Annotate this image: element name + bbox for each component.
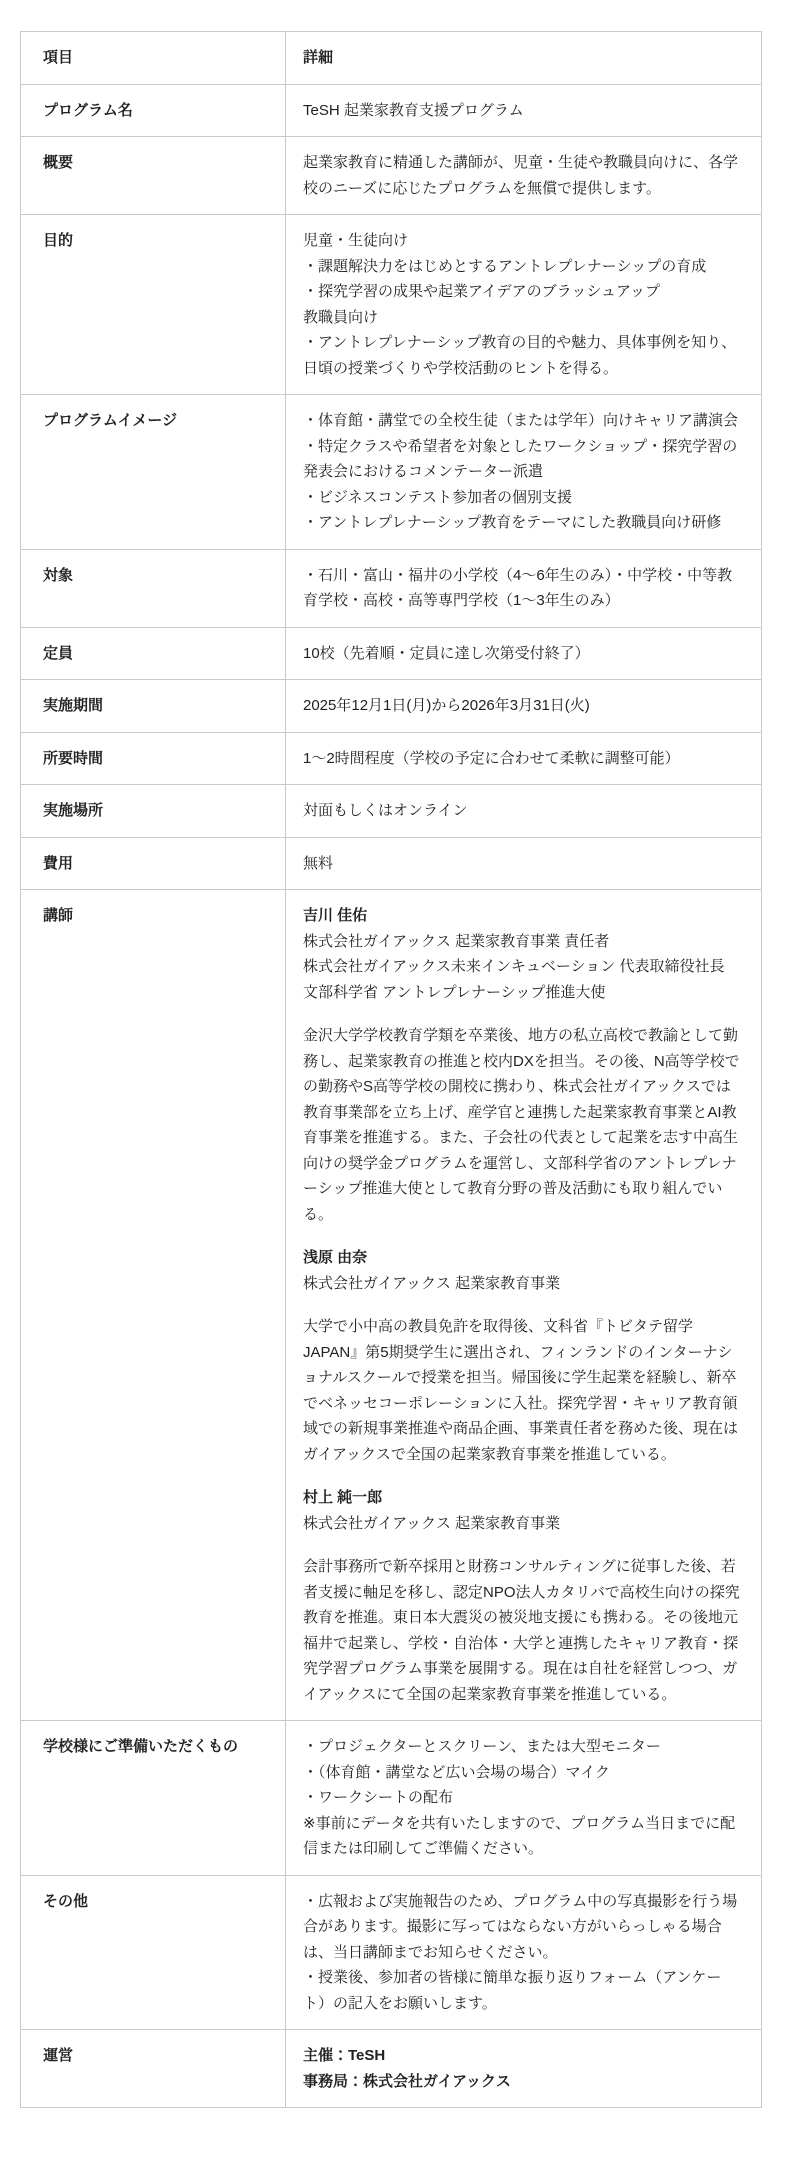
detail-line: ・体育館・講堂での全校生徒（または学年）向けキャリア講演会 — [303, 412, 739, 429]
row-label: 運営 — [21, 2030, 286, 2108]
row-detail — [286, 137, 762, 215]
lecturer-profile — [303, 1245, 742, 1467]
row-label: 実施場所 — [21, 785, 286, 838]
lecturer-profile — [303, 1485, 742, 1707]
detail-line: ・ビジネスコンテスト参加者の個別支援 — [303, 488, 572, 506]
row-label: 対象 — [21, 549, 286, 627]
row-detail — [286, 680, 762, 733]
row-others — [21, 1875, 762, 2030]
lecturer-bio: 大学で小中高の教員免許を取得後、文科省『トビタテ留学JAPAN』第5期奨学生に選出され、フィンランドのインターナショナルスクールで授業を担当。帰国後に学生起業を経験し、新卒でベネッセコーポレーションに入社。探究学習・キャリア教育領域での新規事業推進や商品企画、事業責任者を務めた後、現在はガイアックスで全国の起業家教育事業を推進している。 — [303, 1318, 739, 1463]
row-program-name — [21, 84, 762, 137]
detail-line: 2025年12月1日(月)から2026年3月31日(火) — [303, 697, 590, 714]
detail-line: 無料 — [303, 854, 334, 872]
row-detail — [286, 890, 762, 1721]
detail-line: 対面もしくはオンライン — [303, 802, 468, 819]
row-label: 実施期間 — [21, 680, 286, 733]
detail-line: 1〜2時間程度（学校の予定に合わせて柔軟に調整可能） — [303, 749, 680, 767]
detail-line: ・アントレプレナーシップ教育をテーマにした教職員向け研修 — [303, 514, 722, 531]
detail-line: ・（体育館・講堂など広い会場の場合）マイク — [303, 1763, 610, 1781]
row-overview — [21, 137, 762, 215]
row-detail — [286, 84, 762, 137]
lecturer-name: 村上 純一郎 — [303, 1489, 383, 1506]
row-detail — [286, 627, 762, 680]
details-column-header: 詳細 — [286, 32, 762, 85]
detail-line: 主催：TeSH — [303, 2047, 386, 2064]
lecturer-title: 株式会社ガイアックス 起業家教育事業 責任者 — [303, 932, 610, 950]
items-column-header: 項目 — [21, 32, 286, 85]
lecturer-title: 株式会社ガイアックス 起業家教育事業 — [303, 1274, 561, 1292]
row-detail — [286, 395, 762, 550]
row-fee — [21, 837, 762, 890]
row-location — [21, 785, 762, 838]
row-school-preparation — [21, 1721, 762, 1876]
row-lecturers — [21, 890, 762, 1721]
lecturer-profile — [303, 903, 742, 1227]
row-capacity — [21, 627, 762, 680]
row-detail — [286, 549, 762, 627]
row-label: プログラム名 — [21, 84, 286, 137]
detail-line: 起業家教育に精通した講師が、児童・生徒や教職員向けに、各学校のニーズに応じたプログラムを無償で提供します。 — [303, 154, 739, 197]
row-label: プログラムイメージ — [21, 395, 286, 550]
lecturer-title: 株式会社ガイアックス未来インキュベーション 代表取締役社長 — [303, 958, 725, 975]
row-label: 概要 — [21, 137, 286, 215]
row-detail — [286, 2030, 762, 2108]
lecturer-title: 文部科学省 アントレプレナーシップ推進大使 — [303, 983, 606, 1001]
row-detail — [286, 1721, 762, 1876]
lecturer-name: 浅原 由奈 — [303, 1249, 368, 1266]
lecturer-title: 株式会社ガイアックス 起業家教育事業 — [303, 1514, 561, 1532]
row-purpose — [21, 215, 762, 395]
detail-line: TeSH 起業家教育支援プログラム — [303, 101, 524, 119]
detail-line: 事務局：株式会社ガイアックス — [303, 2072, 511, 2090]
row-label: 定員 — [21, 627, 286, 680]
row-detail — [286, 215, 762, 395]
detail-line: ・アントレプレナーシップ教育の目的や魅力、具体事例を知り、日頃の授業づくりや学校活動のヒントを得る。 — [303, 334, 737, 377]
lecturer-name: 吉川 佳佑 — [303, 907, 368, 924]
row-detail — [286, 732, 762, 785]
row-label: 費用 — [21, 837, 286, 890]
program-spec-table — [20, 31, 762, 2108]
detail-line: ・探究学習の成果や起業アイデアのブラッシュアップ — [303, 283, 661, 300]
row-management — [21, 2030, 762, 2108]
table-header-row — [21, 32, 762, 85]
row-label: その他 — [21, 1875, 286, 2030]
row-label: 講師 — [21, 890, 286, 1721]
row-duration — [21, 732, 762, 785]
row-period — [21, 680, 762, 733]
row-target — [21, 549, 762, 627]
detail-line: 10校（先着順・定員に達し次第受付終了） — [303, 644, 590, 662]
row-label: 所要時間 — [21, 732, 286, 785]
detail-line: ・特定クラスや希望者を対象としたワークショップ・探究学習の発表会におけるコメンテーター派遣 — [303, 437, 738, 480]
detail-line: ※事前にデータを共有いたしますので、プログラム当日までに配信または印刷してご準備ください。 — [303, 1814, 736, 1857]
lecturer-bio: 金沢大学学校教育学類を卒業後、地方の私立高校で教諭として勤務し、起業家教育の推進と校内DXを担当。その後、N高等学校での勤務やS高等学校の開校に携わり、株式会社ガイアックスでは教育事業部を立ち上げ、産学官と連携した起業家教育事業とAI教育事業を推進する。また、子会社の代表として起業を志す中高生向けの奨学金プログラムを運営し、文部科学省のアントレプレナーシップ推進大使として教育分野の普及活動にも取り組んでいる。 — [303, 1027, 740, 1223]
row-detail — [286, 1875, 762, 2030]
detail-line: ・課題解決力をはじめとするアントレプレナーシップの育成 — [303, 257, 707, 275]
detail-line: ・広報および実施報告のため、プログラム中の写真撮影を行う場合があります。撮影に写ってはならない方がいらっしゃる場合は、当日講師までお知らせください。 — [303, 1892, 738, 1961]
detail-line: ・ワークシートの配布 — [303, 1789, 454, 1806]
detail-line: ・プロジェクターとスクリーン、または大型モニター — [303, 1738, 661, 1755]
detail-line: 教職員向け — [303, 308, 379, 326]
row-program-image — [21, 395, 762, 550]
row-label: 目的 — [21, 215, 286, 395]
row-detail — [286, 785, 762, 838]
detail-line: ・授業後、参加者の皆様に簡単な振り返りフォーム（アンケート）の記入をお願いします。 — [303, 1969, 722, 2012]
lecturer-bio: 会計事務所で新卒採用と財務コンサルティングに従事した後、若者支援に軸足を移し、認定NPO法人カタリバで高校生向けの探究教育を推進。東日本大震災の被災地支援にも携わる。その後地元福井で起業し、学校・自治体・大学と連携したキャリア教育・探究学習プログラム事業を展開する。現在は自社を経営しつつ、ガイアックスにて全国の起業家教育事業を推進している。 — [303, 1558, 740, 1703]
row-label: 学校様にご準備いただくもの — [21, 1721, 286, 1876]
detail-line: 児童・生徒向け — [303, 232, 409, 249]
row-detail — [286, 837, 762, 890]
detail-line: ・石川・富山・福井の小学校（4〜6年生のみ）・中学校・中等教育学校・高校・高等専門学校（1〜3年生のみ） — [303, 566, 733, 609]
